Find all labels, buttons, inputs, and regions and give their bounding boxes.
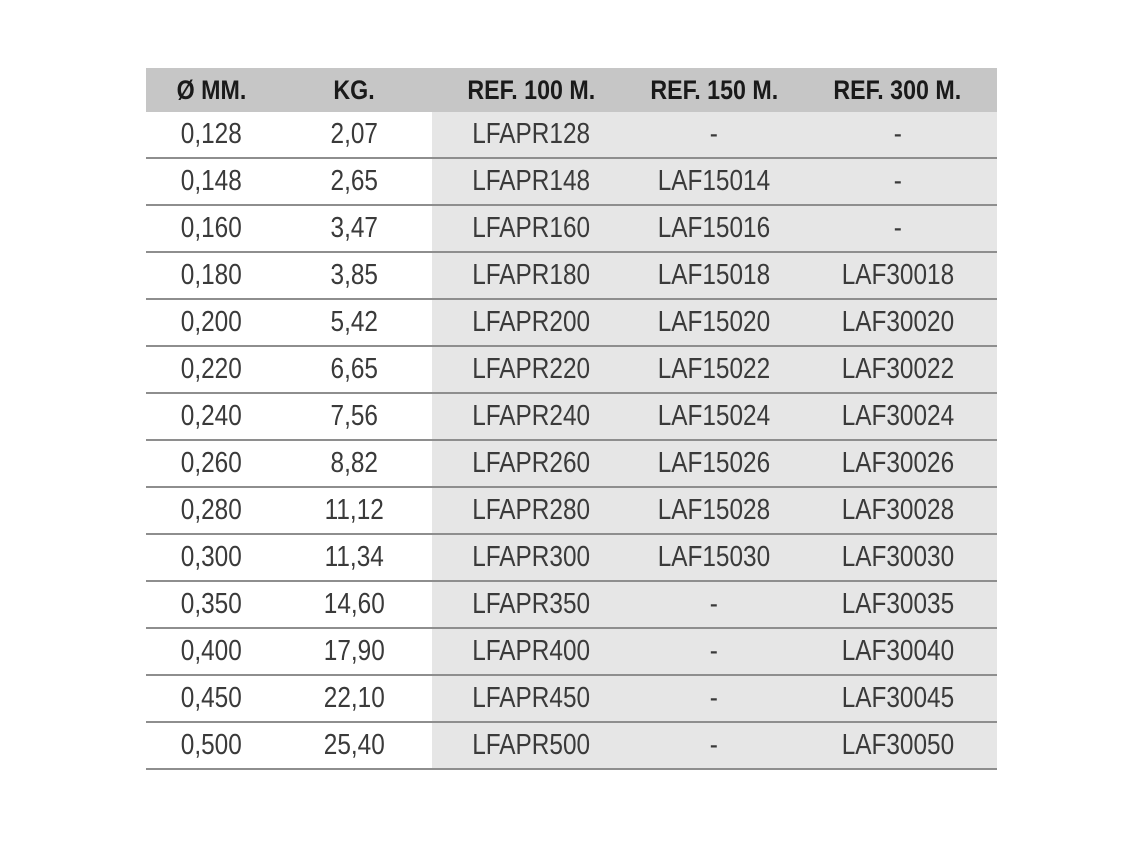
cell-ref-300-value: LAF30022 — [841, 353, 954, 385]
cell-ref-100 — [432, 299, 630, 346]
cell-ref-150 — [630, 722, 798, 769]
cell-kg-value: 25,40 — [323, 729, 385, 761]
cell-ref-100 — [432, 440, 630, 487]
cell-kg — [276, 346, 432, 393]
header-row — [146, 68, 997, 112]
cell-ref-100 — [432, 487, 630, 534]
cell-kg-value: 14,60 — [323, 588, 385, 620]
cell-diameter — [146, 299, 276, 346]
cell-diameter — [146, 205, 276, 252]
cell-diameter-value: 0,148 — [180, 165, 242, 197]
cell-kg-value: 11,34 — [324, 541, 384, 573]
cell-ref-100-value: LFAPR350 — [472, 588, 590, 620]
cell-ref-150 — [630, 628, 798, 675]
cell-ref-150 — [630, 440, 798, 487]
cell-ref-100-value: LFAPR240 — [472, 400, 590, 432]
cell-kg — [276, 158, 432, 205]
cell-ref-300-value: LAF30028 — [841, 494, 954, 526]
cell-ref-300 — [798, 346, 997, 393]
cell-kg-value: 2,65 — [330, 165, 378, 197]
cell-kg — [276, 252, 432, 299]
cell-ref-150-value: LAF15030 — [657, 541, 771, 573]
cell-ref-150 — [630, 112, 798, 158]
cell-ref-100-value: LFAPR400 — [472, 635, 590, 667]
cell-ref-300 — [798, 112, 997, 158]
cell-kg — [276, 534, 432, 581]
cell-ref-150-value: LAF15020 — [657, 306, 771, 338]
table-row — [146, 722, 997, 769]
cell-diameter — [146, 722, 276, 769]
table-row — [146, 675, 997, 722]
cell-ref-150 — [630, 299, 798, 346]
table-row — [146, 252, 997, 299]
cell-ref-300 — [798, 581, 997, 628]
cell-ref-100 — [432, 252, 630, 299]
table-row — [146, 628, 997, 675]
cell-diameter — [146, 393, 276, 440]
cell-ref-150 — [630, 581, 798, 628]
cell-diameter-value: 0,300 — [180, 541, 242, 573]
cell-ref-300 — [798, 205, 997, 252]
cell-kg — [276, 487, 432, 534]
cell-ref-150-value: - — [709, 118, 719, 150]
cell-ref-100 — [432, 581, 630, 628]
cell-ref-150-value: LAF15014 — [657, 165, 771, 197]
header-ref-150-label: REF. 150 M. — [650, 74, 778, 105]
header-ref-300-label: REF. 300 M. — [833, 74, 962, 105]
cell-ref-150 — [630, 158, 798, 205]
cell-kg — [276, 112, 432, 158]
cell-ref-100-value: LFAPR200 — [472, 306, 590, 338]
cell-kg-value: 6,65 — [330, 353, 378, 385]
cell-ref-150 — [630, 675, 798, 722]
cell-kg-value: 17,90 — [323, 635, 385, 667]
cell-ref-300 — [798, 628, 997, 675]
cell-ref-100-value: LFAPR280 — [472, 494, 590, 526]
cell-ref-100 — [432, 158, 630, 205]
cell-ref-150-value: LAF15016 — [657, 212, 771, 244]
cell-kg — [276, 722, 432, 769]
cell-kg — [276, 675, 432, 722]
cell-ref-150 — [630, 487, 798, 534]
cell-ref-300 — [798, 675, 997, 722]
table-header — [146, 68, 997, 112]
cell-diameter — [146, 487, 276, 534]
cell-kg — [276, 205, 432, 252]
header-diameter-label: Ø MM. — [176, 74, 246, 105]
cell-kg-value: 3,85 — [330, 259, 378, 291]
cell-kg-value: 2,07 — [330, 118, 378, 150]
cell-ref-100-value: LFAPR500 — [472, 729, 590, 761]
cell-kg-value: 3,47 — [330, 212, 378, 244]
cell-diameter-value: 0,160 — [180, 212, 242, 244]
cell-ref-150-value: LAF15024 — [657, 400, 771, 432]
cell-kg-value: 22,10 — [323, 682, 385, 714]
table-row — [146, 487, 997, 534]
cell-ref-300 — [798, 534, 997, 581]
cell-ref-100-value: LFAPR148 — [472, 165, 590, 197]
cell-ref-100-value: LFAPR180 — [472, 259, 590, 291]
cell-diameter — [146, 112, 276, 158]
cell-diameter — [146, 675, 276, 722]
cell-kg-value: 5,42 — [330, 306, 378, 338]
table-body — [146, 112, 997, 769]
cell-ref-100-value: LFAPR450 — [472, 682, 590, 714]
table-row — [146, 346, 997, 393]
cell-ref-300 — [798, 158, 997, 205]
cell-ref-300 — [798, 487, 997, 534]
cell-ref-300-value: LAF30020 — [841, 306, 954, 338]
cell-kg — [276, 393, 432, 440]
reference-table — [146, 68, 997, 770]
cell-diameter-value: 0,200 — [180, 306, 242, 338]
cell-diameter-value: 0,450 — [180, 682, 242, 714]
cell-ref-300 — [798, 299, 997, 346]
cell-ref-300-value: LAF30030 — [841, 541, 954, 573]
cell-ref-150 — [630, 393, 798, 440]
cell-ref-100 — [432, 346, 630, 393]
cell-kg-value: 11,12 — [324, 494, 384, 526]
cell-ref-100 — [432, 534, 630, 581]
cell-ref-300-value: LAF30024 — [841, 400, 954, 432]
cell-ref-300-value: LAF30050 — [841, 729, 954, 761]
cell-kg — [276, 299, 432, 346]
cell-ref-100-value: LFAPR260 — [472, 447, 590, 479]
cell-ref-150 — [630, 346, 798, 393]
cell-ref-100 — [432, 205, 630, 252]
cell-kg — [276, 440, 432, 487]
cell-diameter — [146, 346, 276, 393]
cell-ref-150-value: LAF15026 — [657, 447, 771, 479]
cell-diameter-value: 0,128 — [180, 118, 242, 150]
cell-diameter — [146, 440, 276, 487]
cell-ref-300-value: - — [893, 212, 902, 244]
cell-ref-150 — [630, 252, 798, 299]
cell-ref-300 — [798, 440, 997, 487]
cell-diameter-value: 0,400 — [180, 635, 242, 667]
cell-diameter — [146, 628, 276, 675]
cell-ref-300-value: LAF30040 — [841, 635, 954, 667]
cell-kg — [276, 628, 432, 675]
header-ref-150 — [630, 68, 798, 112]
cell-ref-300 — [798, 393, 997, 440]
cell-diameter — [146, 581, 276, 628]
cell-ref-100-value: LFAPR160 — [472, 212, 590, 244]
cell-diameter-value: 0,260 — [180, 447, 242, 479]
cell-ref-150-value: - — [709, 588, 719, 620]
cell-diameter-value: 0,240 — [180, 400, 242, 432]
cell-ref-100 — [432, 722, 630, 769]
cell-ref-100 — [432, 393, 630, 440]
cell-diameter-value: 0,220 — [180, 353, 242, 385]
table-row — [146, 581, 997, 628]
header-ref-300 — [798, 68, 997, 112]
cell-ref-150-value: LAF15022 — [657, 353, 771, 385]
cell-ref-300 — [798, 252, 997, 299]
cell-diameter-value: 0,350 — [180, 588, 242, 620]
table-row — [146, 534, 997, 581]
table-row — [146, 440, 997, 487]
cell-ref-150-value: LAF15018 — [657, 259, 771, 291]
cell-diameter — [146, 534, 276, 581]
cell-diameter-value: 0,180 — [180, 259, 242, 291]
header-kg-label: KG. — [333, 74, 375, 105]
cell-ref-300-value: LAF30035 — [841, 588, 954, 620]
header-ref-100-label: REF. 100 M. — [467, 74, 595, 105]
cell-ref-150-value: - — [709, 682, 719, 714]
cell-ref-100 — [432, 628, 630, 675]
cell-ref-300-value: LAF30026 — [841, 447, 954, 479]
cell-kg — [276, 581, 432, 628]
table-row — [146, 205, 997, 252]
cell-ref-150-value: LAF15028 — [657, 494, 771, 526]
cell-ref-150 — [630, 205, 798, 252]
cell-ref-300-value: LAF30045 — [841, 682, 954, 714]
table-row — [146, 299, 997, 346]
cell-kg-value: 8,82 — [330, 447, 378, 479]
header-diameter — [146, 68, 276, 112]
cell-diameter — [146, 252, 276, 299]
cell-ref-100 — [432, 112, 630, 158]
cell-ref-300-value: LAF30018 — [841, 259, 954, 291]
cell-ref-150 — [630, 534, 798, 581]
table-row — [146, 112, 997, 158]
cell-ref-300-value: - — [893, 118, 902, 150]
cell-ref-300-value: - — [893, 165, 902, 197]
table-row — [146, 393, 997, 440]
table-row — [146, 158, 997, 205]
cell-kg-value: 7,56 — [330, 400, 378, 432]
header-ref-100 — [432, 68, 630, 112]
cell-ref-300 — [798, 722, 997, 769]
cell-ref-100-value: LFAPR300 — [472, 541, 590, 573]
cell-ref-100-value: LFAPR128 — [472, 118, 590, 150]
cell-diameter-value: 0,280 — [180, 494, 242, 526]
cell-diameter-value: 0,500 — [180, 729, 242, 761]
cell-ref-100 — [432, 675, 630, 722]
header-kg — [276, 68, 432, 112]
cell-ref-150-value: - — [709, 729, 719, 761]
cell-diameter — [146, 158, 276, 205]
cell-ref-150-value: - — [709, 635, 719, 667]
cell-ref-100-value: LFAPR220 — [472, 353, 590, 385]
